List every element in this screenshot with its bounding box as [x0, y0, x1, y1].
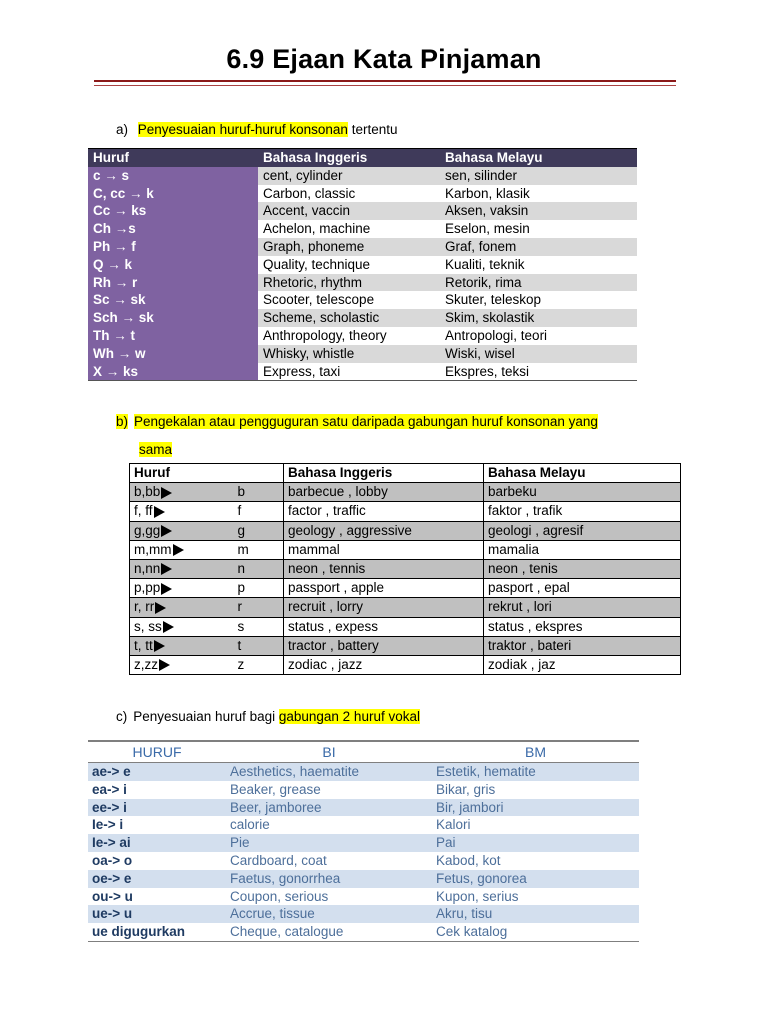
arrow-right-icon: [161, 583, 172, 595]
source-letters-text: r, rr: [134, 599, 155, 615]
malay-cell: Estetik, hematite: [432, 763, 639, 781]
malay-cell: Wiski, wisel: [440, 345, 637, 363]
malay-cell: Aksen, vaksin: [440, 202, 637, 220]
malay-cell: pasport , epal: [484, 579, 681, 598]
malay-cell: Cek katalog: [432, 923, 639, 941]
table-header-row: [130, 464, 681, 483]
english-cell: status , expess: [284, 617, 484, 636]
malay-cell: sen, silinder: [440, 167, 637, 185]
english-cell: zodiac , jazz: [284, 655, 484, 674]
table-row: [88, 870, 639, 888]
table-row: [88, 905, 639, 923]
section-b-line2: sama: [139, 442, 173, 457]
table-row: [88, 309, 637, 327]
title-rule-thin: [94, 85, 676, 86]
table-row: [88, 291, 637, 309]
table-header-row: [88, 149, 637, 167]
result-letter-cell: t: [234, 636, 284, 655]
arrow-right-icon: [154, 506, 165, 518]
english-cell: tractor , battery: [284, 636, 484, 655]
malay-cell: Bikar, gris: [432, 781, 639, 799]
malay-cell: Antropologi, teori: [440, 327, 637, 345]
english-cell: Achelon, machine: [258, 220, 440, 238]
table-row: [130, 559, 681, 578]
letter-rule-cell: Th → t: [88, 327, 258, 345]
malay-cell: geologi , agresif: [484, 521, 681, 540]
table-row: [130, 655, 681, 674]
english-cell: neon , tennis: [284, 559, 484, 578]
source-letters-cell: [130, 655, 234, 674]
table-row: [88, 763, 639, 781]
table-row: [88, 345, 637, 363]
english-cell: geology , aggressive: [284, 521, 484, 540]
vowel-rule-cell: ae-> e: [88, 763, 226, 781]
english-cell: Faetus, gonorrhea: [226, 870, 432, 888]
english-cell: Coupon, serious: [226, 888, 432, 906]
source-letters-text: m,mm: [134, 541, 172, 557]
malay-cell: Bir, jambori: [432, 799, 639, 817]
table-row: [88, 238, 637, 256]
source-letters-text: n,nn: [134, 561, 161, 577]
table-row: [88, 816, 639, 834]
letter-rule-cell: Sch → sk: [88, 309, 258, 327]
english-cell: Carbon, classic: [258, 185, 440, 203]
english-cell: Accent, vaccin: [258, 202, 440, 220]
table-row: [88, 781, 639, 799]
arrow-right-icon: [159, 659, 170, 671]
malay-cell: faktor , trafik: [484, 502, 681, 521]
result-letter-cell: f: [234, 502, 284, 521]
vowel-table: [88, 740, 639, 942]
section-c-heading: [116, 707, 420, 726]
malay-cell: Kupon, serius: [432, 888, 639, 906]
letter-rule-cell: Wh → w: [88, 345, 258, 363]
table-row: [130, 617, 681, 636]
table-row: [88, 834, 639, 852]
table-row: [88, 852, 639, 870]
letter-rule-cell: Ph → f: [88, 238, 258, 256]
english-cell: Aesthetics, haematite: [226, 763, 432, 781]
result-letter-cell: r: [234, 598, 284, 617]
result-letter-cell: p: [234, 579, 284, 598]
vowel-rule-cell: Ie-> ai: [88, 834, 226, 852]
vowel-rule-cell: ue digugurkan: [88, 923, 226, 941]
english-cell: Rhetoric, rhythm: [258, 274, 440, 292]
malay-cell: Kalori: [432, 816, 639, 834]
table-row: [88, 327, 637, 345]
table-row: [130, 483, 681, 502]
source-letters-cell: [130, 502, 234, 521]
letter-rule-cell: Cc → ks: [88, 202, 258, 220]
malay-cell: traktor , bateri: [484, 636, 681, 655]
letter-rule-cell: C, cc → k: [88, 185, 258, 203]
malay-cell: Kualiti, teknik: [440, 256, 637, 274]
malay-cell: neon , tenis: [484, 559, 681, 578]
result-letter-cell: z: [234, 655, 284, 674]
table-row: [88, 363, 637, 381]
table-row: [88, 274, 637, 292]
result-letter-cell: g: [234, 521, 284, 540]
vowel-rule-cell: ue-> u: [88, 905, 226, 923]
section-c-marker: c): [116, 709, 128, 724]
malay-cell: Retorik, rima: [440, 274, 637, 292]
arrow-right-icon: [161, 525, 172, 537]
column-header: BM: [432, 741, 639, 763]
arrow-right-icon: [161, 563, 172, 575]
arrow-right-icon: [163, 621, 174, 633]
table-row: [130, 636, 681, 655]
malay-cell: Eselon, mesin: [440, 220, 637, 238]
english-cell: Cheque, catalogue: [226, 923, 432, 941]
table-row: [88, 220, 637, 238]
english-cell: barbecue , lobby: [284, 483, 484, 502]
table-header-row: [88, 741, 639, 763]
vowel-rule-cell: ou-> u: [88, 888, 226, 906]
source-letters-text: p,pp: [134, 580, 161, 596]
english-cell: calorie: [226, 816, 432, 834]
malay-cell: Fetus, gonorea: [432, 870, 639, 888]
english-cell: Cardboard, coat: [226, 852, 432, 870]
arrow-right-icon: [155, 602, 166, 614]
section-b-line1: Pengekalan atau pengguguran satu daripada gabungan huruf konsonan yang: [134, 414, 598, 429]
table-row: [88, 185, 637, 203]
source-letters-cell: [130, 483, 234, 502]
letter-rule-cell: X → ks: [88, 363, 258, 381]
table-row: [130, 521, 681, 540]
table-row: [88, 167, 637, 185]
result-letter-cell: s: [234, 617, 284, 636]
column-header: Huruf: [130, 464, 284, 483]
malay-cell: status , ekspres: [484, 617, 681, 636]
letter-rule-cell: Rh → r: [88, 274, 258, 292]
column-header: BI: [226, 741, 432, 763]
column-header: Bahasa Melayu: [440, 149, 637, 167]
english-cell: Anthropology, theory: [258, 327, 440, 345]
result-letter-cell: n: [234, 559, 284, 578]
column-header: Bahasa Melayu: [484, 464, 681, 483]
result-letter-cell: m: [234, 540, 284, 559]
section-a-heading: [116, 120, 397, 139]
source-letters-text: b,bb: [134, 484, 161, 500]
english-cell: cent, cylinder: [258, 167, 440, 185]
consonant-table: [88, 148, 637, 381]
source-letters-cell: [130, 540, 234, 559]
malay-cell: Skim, skolastik: [440, 309, 637, 327]
english-cell: recruit , lorry: [284, 598, 484, 617]
table-row: [130, 579, 681, 598]
vowel-rule-cell: oe-> e: [88, 870, 226, 888]
section-c-text: Penyesuaian huruf bagi: [133, 709, 279, 724]
section-a-rest: tertentu: [347, 122, 398, 137]
section-a-highlight: Penyesuaian huruf-huruf konsonan: [137, 122, 348, 137]
malay-cell: Karbon, klasik: [440, 185, 637, 203]
source-letters-cell: [130, 559, 234, 578]
double-consonant-table: [129, 463, 681, 675]
malay-cell: rekrut , lori: [484, 598, 681, 617]
column-header: Huruf: [88, 149, 258, 167]
english-cell: Whisky, whistle: [258, 345, 440, 363]
malay-cell: Graf, fonem: [440, 238, 637, 256]
section-b-marker: b): [116, 414, 129, 429]
column-header: Bahasa Inggeris: [284, 464, 484, 483]
english-cell: Scooter, telescope: [258, 291, 440, 309]
table-row: [130, 540, 681, 559]
english-cell: Quality, technique: [258, 256, 440, 274]
english-cell: Graph, phoneme: [258, 238, 440, 256]
source-letters-text: s, ss: [134, 618, 162, 634]
column-header: Bahasa Inggeris: [258, 149, 440, 167]
table-row: [88, 799, 639, 817]
english-cell: Beaker, grease: [226, 781, 432, 799]
malay-cell: barbeku: [484, 483, 681, 502]
malay-cell: mamalia: [484, 540, 681, 559]
vowel-rule-cell: Ie-> i: [88, 816, 226, 834]
letter-rule-cell: Ch →s: [88, 220, 258, 238]
table-row: [88, 888, 639, 906]
malay-cell: Skuter, teleskop: [440, 291, 637, 309]
source-letters-cell: [130, 636, 234, 655]
table-row: [130, 502, 681, 521]
arrow-right-icon: [173, 544, 184, 556]
vowel-rule-cell: oa-> o: [88, 852, 226, 870]
english-cell: Express, taxi: [258, 363, 440, 381]
title-rule-thick: [94, 80, 676, 82]
malay-cell: Ekspres, teksi: [440, 363, 637, 381]
letter-rule-cell: Sc → sk: [88, 291, 258, 309]
table-row: [88, 202, 637, 220]
english-cell: Scheme, scholastic: [258, 309, 440, 327]
english-cell: Beer, jamboree: [226, 799, 432, 817]
english-cell: mammal: [284, 540, 484, 559]
english-cell: factor , traffic: [284, 502, 484, 521]
source-letters-text: f, ff: [134, 503, 153, 519]
english-cell: passport , apple: [284, 579, 484, 598]
arrow-right-icon: [161, 487, 172, 499]
malay-cell: Pai: [432, 834, 639, 852]
source-letters-text: z,zz: [134, 656, 159, 672]
english-cell: Accrue, tissue: [226, 905, 432, 923]
source-letters-text: g,gg: [134, 522, 161, 538]
page-title: 6.9 Ejaan Kata Pinjaman: [226, 44, 542, 74]
table-row: [88, 923, 639, 941]
malay-cell: Akru, tisu: [432, 905, 639, 923]
vowel-rule-cell: ea-> i: [88, 781, 226, 799]
malay-cell: Kabod, kot: [432, 852, 639, 870]
section-c-highlight: gabungan 2 huruf vokal: [278, 709, 420, 724]
english-cell: Pie: [226, 834, 432, 852]
malay-cell: zodiak , jaz: [484, 655, 681, 674]
letter-rule-cell: Q → k: [88, 256, 258, 274]
source-letters-text: t, tt: [134, 637, 153, 653]
source-letters-cell: [130, 617, 234, 636]
column-header: HURUF: [88, 741, 226, 763]
section-b-heading: [116, 408, 686, 464]
section-a-marker: a): [116, 122, 129, 137]
source-letters-cell: [130, 579, 234, 598]
arrow-right-icon: [154, 640, 165, 652]
vowel-rule-cell: ee-> i: [88, 799, 226, 817]
table-row: [130, 598, 681, 617]
source-letters-cell: [130, 521, 234, 540]
result-letter-cell: b: [234, 483, 284, 502]
table-row: [88, 256, 637, 274]
letter-rule-cell: c → s: [88, 167, 258, 185]
source-letters-cell: [130, 598, 234, 617]
